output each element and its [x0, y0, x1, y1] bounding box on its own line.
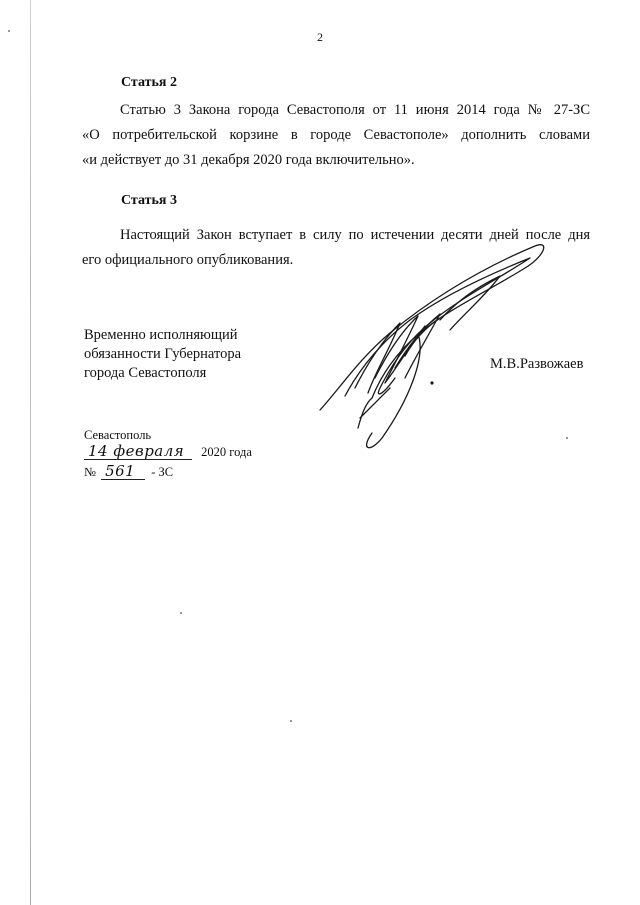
handwritten-signature: [300, 238, 560, 458]
article-3-line-1: Настоящий Закон вступает в силу по истечении десяти дней после дня: [120, 227, 590, 243]
scan-speck: [180, 612, 182, 614]
signatory-title: [84, 326, 241, 383]
article-2-text: [82, 98, 590, 173]
footer-place: Севастополь: [84, 428, 152, 442]
article-2-heading: Статья 2: [121, 75, 177, 90]
scan-edge-line: [30, 0, 31, 905]
scan-speck: [566, 437, 568, 439]
article-2-line-3: «и действует до 31 декабря 2020 года включительно».: [82, 152, 415, 168]
footer-number-row: [84, 463, 252, 483]
document-footer: [84, 428, 252, 483]
footer-number-prefix: №: [84, 465, 96, 479]
article-2-line-2: «О потребительской корзине в городе Севастополе» дополнить словами: [82, 127, 590, 143]
signatory-name: М.В.Развожаев: [490, 356, 584, 372]
footer-number-suffix: - ЗС: [151, 465, 174, 479]
scan-speck: [8, 30, 10, 32]
article-3-line-2: его официального опубликования.: [82, 252, 294, 268]
signatory-title-line-3: города Севастополя: [84, 365, 207, 381]
footer-number-handwritten: 561: [101, 463, 145, 480]
signatory-title-line-2: обязанности Губернатора: [84, 346, 242, 362]
scan-speck: [290, 720, 292, 722]
page-number: 2: [317, 30, 323, 44]
signatory-title-line-1: Временно исполняющий: [84, 327, 238, 343]
footer-year: 2020 года: [201, 445, 252, 459]
article-2-line-1: Статью 3 Закона города Севастополя от 11 июня 2014 года № 27-ЗС: [120, 102, 590, 118]
footer-date-handwritten: 14 февраля: [84, 443, 192, 460]
article-3-heading: Статья 3: [121, 193, 177, 208]
footer-date-row: [84, 443, 252, 463]
